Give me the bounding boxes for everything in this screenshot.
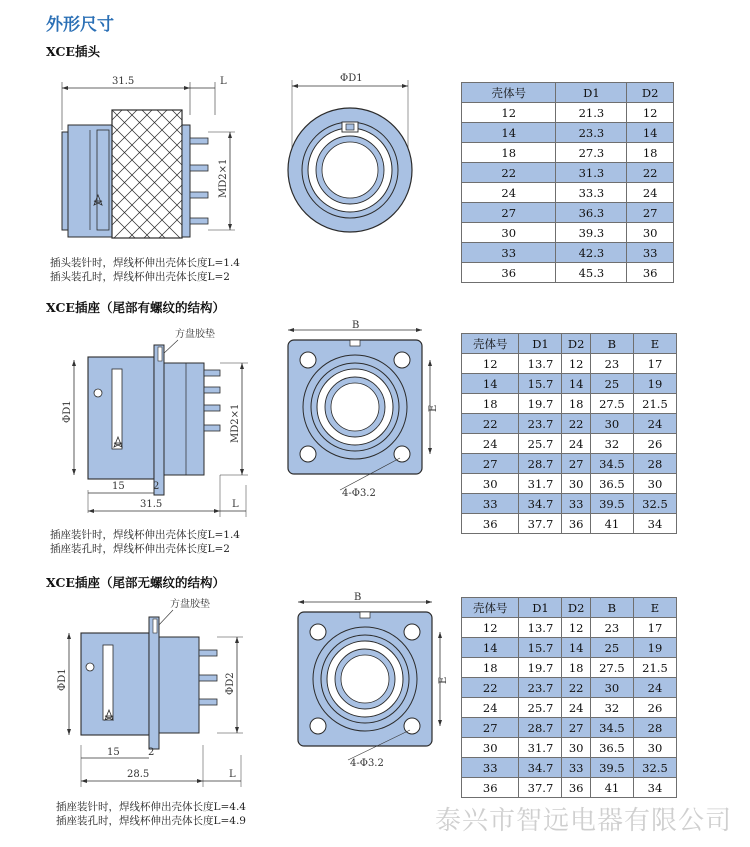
table-row: [462, 243, 674, 263]
table-header: D1: [519, 598, 562, 618]
table-cell: 33: [562, 494, 590, 514]
table-cell: 22: [627, 163, 674, 183]
table-cell: 12: [627, 103, 674, 123]
socket-threaded-md-label: MD2×1: [230, 403, 241, 443]
table-cell: 34: [633, 778, 676, 798]
table-cell: 36.5: [590, 474, 633, 494]
table-cell: 15.7: [519, 638, 562, 658]
table-row: [462, 143, 674, 163]
table-cell: 14: [462, 374, 519, 394]
table-cell: 24: [462, 183, 556, 203]
socket-plain-spec-table: [461, 597, 677, 798]
table-cell: 33: [462, 243, 556, 263]
table-row: [462, 123, 674, 143]
note-line: 插头装针时，焊线杯伸出壳体长度L=1.4: [50, 257, 240, 269]
table-cell: 28: [633, 718, 676, 738]
table-cell: 33: [562, 758, 590, 778]
section-title-plug: XCE插头: [46, 44, 100, 59]
table-cell: 33: [627, 243, 674, 263]
table-row: [462, 354, 677, 374]
table-cell: 34: [633, 514, 676, 534]
table-cell: 14: [627, 123, 674, 143]
socket-threaded-spec-table: [461, 333, 677, 534]
table-cell: 19: [633, 638, 676, 658]
table-cell: 30: [633, 474, 676, 494]
socket-plain-width-label: B: [354, 592, 362, 603]
socket-threaded-front-drawing: [280, 320, 450, 500]
table-cell: 32.5: [633, 494, 676, 514]
table-cell: 13.7: [519, 354, 562, 374]
plug-spec-table: [461, 82, 674, 283]
socket-plain-tail-label: L: [229, 769, 236, 780]
table-cell: 27.3: [556, 143, 627, 163]
socket-plain-holes-label: 4-Φ3.2: [350, 758, 384, 769]
table-cell: 37.7: [519, 778, 562, 798]
plug-front-drawing: [280, 70, 420, 250]
table-cell: 33.3: [556, 183, 627, 203]
note-line: 插座装针时，焊线杯伸出壳体长度L=1.4: [50, 529, 240, 541]
table-cell: 23: [590, 618, 633, 638]
table-row: [462, 758, 677, 778]
table-row: [462, 414, 677, 434]
table-cell: 34.5: [590, 454, 633, 474]
table-cell: 12: [462, 354, 519, 374]
table-cell: 36: [562, 778, 590, 798]
table-cell: 24: [562, 698, 590, 718]
table-row: [462, 454, 677, 474]
plug-tail-label: L: [220, 76, 227, 87]
socket-plain-side-drawing: [55, 595, 255, 793]
table-header: D1: [556, 83, 627, 103]
table-row: [462, 163, 674, 183]
table-cell: 21.3: [556, 103, 627, 123]
plug-side-drawing: [40, 70, 255, 255]
table-cell: 17: [633, 618, 676, 638]
table-header: D1: [519, 334, 562, 354]
table-cell: 30: [462, 223, 556, 243]
table-row: [462, 718, 677, 738]
socket-threaded-notes: [50, 528, 240, 556]
table-cell: 14: [562, 374, 590, 394]
table-cell: 27: [627, 203, 674, 223]
socket-plain-front-drawing: [290, 592, 460, 772]
table-header: 壳体号: [462, 83, 556, 103]
table-cell: 39.5: [590, 758, 633, 778]
note-line: 插座装孔时，焊线杯伸出壳体长度L=2: [50, 543, 230, 555]
note-line: 插座装针时，焊线杯伸出壳体长度L=4.4: [56, 801, 246, 813]
table-cell: 24: [462, 698, 519, 718]
table-cell: 39.3: [556, 223, 627, 243]
socket-plain-diameter2-label: ΦD2: [225, 672, 236, 695]
table-cell: 18: [462, 658, 519, 678]
table-cell: 25: [590, 374, 633, 394]
gasket-label: 方盘胶垫: [170, 599, 210, 610]
table-cell: 30: [562, 738, 590, 758]
table-row: [462, 263, 674, 283]
table-row: [462, 678, 677, 698]
note-line: 插座装孔时，焊线杯伸出壳体长度L=4.9: [56, 815, 246, 827]
table-cell: 27.5: [590, 658, 633, 678]
table-cell: 30: [590, 414, 633, 434]
table-cell: 28: [633, 454, 676, 474]
table-row: [462, 394, 677, 414]
table-cell: 23: [590, 354, 633, 374]
socket-plain-dim-15: 15: [107, 747, 120, 758]
table-cell: 27: [462, 454, 519, 474]
socket-threaded-width-label: B: [352, 320, 360, 331]
table-cell: 34.7: [519, 758, 562, 778]
table-cell: 14: [562, 638, 590, 658]
table-cell: 13.7: [519, 618, 562, 638]
socket-threaded-holes-label: 4-Φ3.2: [342, 488, 376, 499]
table-cell: 27.5: [590, 394, 633, 414]
table-cell: 17: [633, 354, 676, 374]
table-cell: 24: [627, 183, 674, 203]
table-cell: 36.5: [590, 738, 633, 758]
table-cell: 18: [562, 394, 590, 414]
table-cell: 22: [462, 414, 519, 434]
table-row: [462, 203, 674, 223]
table-cell: 24: [633, 678, 676, 698]
table-cell: 18: [462, 143, 556, 163]
table-cell: 33: [462, 758, 519, 778]
table-row: [462, 434, 677, 454]
table-cell: 12: [462, 618, 519, 638]
socket-plain-length-label: 28.5: [127, 769, 150, 780]
table-cell: 22: [562, 414, 590, 434]
table-cell: 22: [462, 163, 556, 183]
table-cell: 12: [562, 354, 590, 374]
table-cell: 27: [462, 718, 519, 738]
table-cell: 32: [590, 698, 633, 718]
table-cell: 36: [462, 778, 519, 798]
table-cell: 33: [462, 494, 519, 514]
plug-md-label: MD2×1: [218, 158, 229, 198]
table-cell: 30: [462, 474, 519, 494]
table-cell: 25.7: [519, 434, 562, 454]
table-cell: 30: [627, 223, 674, 243]
table-cell: 41: [590, 778, 633, 798]
table-cell: 31.7: [519, 474, 562, 494]
socket-threaded-dim-2: 2: [153, 481, 160, 492]
table-row: [462, 618, 677, 638]
table-header: B: [590, 334, 633, 354]
table-cell: 36: [462, 514, 519, 534]
table-cell: 41: [590, 514, 633, 534]
table-cell: 24: [462, 434, 519, 454]
table-cell: 39.5: [590, 494, 633, 514]
table-cell: 24: [633, 414, 676, 434]
table-header: D2: [562, 334, 590, 354]
table-cell: 27: [462, 203, 556, 223]
table-header: E: [633, 598, 676, 618]
table-cell: 18: [562, 658, 590, 678]
table-cell: 18: [462, 394, 519, 414]
socket-threaded-tail-label: L: [232, 499, 239, 510]
table-cell: 30: [462, 738, 519, 758]
table-cell: 27: [562, 454, 590, 474]
table-cell: 31.3: [556, 163, 627, 183]
table-cell: 23.7: [519, 678, 562, 698]
table-cell: 26: [633, 434, 676, 454]
table-cell: 23.7: [519, 414, 562, 434]
company-watermark: 泰兴市智远电器有限公司: [434, 806, 732, 836]
socket-threaded-length-label: 31.5: [140, 499, 163, 510]
table-row: [462, 514, 677, 534]
socket-plain-diameter-label: ΦD1: [57, 668, 68, 691]
table-cell: 12: [462, 103, 556, 123]
table-cell: 30: [590, 678, 633, 698]
table-cell: 24: [562, 434, 590, 454]
table-cell: 32: [590, 434, 633, 454]
table-cell: 32.5: [633, 758, 676, 778]
table-row: [462, 658, 677, 678]
table-header: E: [633, 334, 676, 354]
table-cell: 15.7: [519, 374, 562, 394]
socket-plain-notes: [56, 800, 246, 828]
table-cell: 21.5: [633, 394, 676, 414]
table-cell: 14: [462, 638, 519, 658]
table-cell: 12: [562, 618, 590, 638]
page-title: 外形尺寸: [46, 15, 114, 35]
socket-threaded-side-drawing: [60, 325, 260, 525]
table-cell: 22: [562, 678, 590, 698]
table-row: [462, 778, 677, 798]
table-cell: 14: [462, 123, 556, 143]
table-cell: 22: [462, 678, 519, 698]
table-cell: 45.3: [556, 263, 627, 283]
table-cell: 36.3: [556, 203, 627, 223]
section-title-socket-threaded: XCE插座（尾部有螺纹的结构）: [46, 300, 225, 315]
table-cell: 31.7: [519, 738, 562, 758]
table-header: 壳体号: [462, 598, 519, 618]
table-header: 壳体号: [462, 334, 519, 354]
table-cell: 36: [462, 263, 556, 283]
table-row: [462, 183, 674, 203]
table-row: [462, 494, 677, 514]
table-cell: 23.3: [556, 123, 627, 143]
table-cell: 18: [627, 143, 674, 163]
table-cell: 21.5: [633, 658, 676, 678]
table-cell: 30: [633, 738, 676, 758]
plug-front-diameter-label: ΦD1: [340, 73, 363, 84]
table-cell: 42.3: [556, 243, 627, 263]
table-cell: 30: [562, 474, 590, 494]
table-header: D2: [627, 83, 674, 103]
table-cell: 19.7: [519, 394, 562, 414]
table-row: [462, 474, 677, 494]
table-header: D2: [562, 598, 590, 618]
table-cell: 37.7: [519, 514, 562, 534]
table-header: B: [590, 598, 633, 618]
section-title-socket-plain: XCE插座（尾部无螺纹的结构）: [46, 575, 225, 590]
table-cell: 26: [633, 698, 676, 718]
socket-plain-dim-2: 2: [148, 747, 155, 758]
table-row: [462, 223, 674, 243]
table-cell: 19.7: [519, 658, 562, 678]
table-cell: 27: [562, 718, 590, 738]
socket-plain-height-label: E: [438, 676, 449, 684]
table-cell: 28.7: [519, 454, 562, 474]
table-row: [462, 638, 677, 658]
table-cell: 36: [627, 263, 674, 283]
note-line: 插头装孔时，焊线杯伸出壳体长度L=2: [50, 271, 230, 283]
table-cell: 34.7: [519, 494, 562, 514]
table-row: [462, 374, 677, 394]
plug-notes: [50, 256, 240, 284]
table-row: [462, 698, 677, 718]
table-cell: 28.7: [519, 718, 562, 738]
plug-length-label: 31.5: [112, 76, 135, 87]
table-cell: 19: [633, 374, 676, 394]
table-cell: 25: [590, 638, 633, 658]
table-row: [462, 738, 677, 758]
table-cell: 25.7: [519, 698, 562, 718]
table-cell: 36: [562, 514, 590, 534]
table-row: [462, 103, 674, 123]
socket-threaded-height-label: E: [428, 404, 439, 412]
socket-threaded-diameter-label: ΦD1: [62, 400, 73, 423]
table-cell: 34.5: [590, 718, 633, 738]
socket-threaded-dim-15: 15: [112, 481, 125, 492]
gasket-label: 方盘胶垫: [175, 329, 215, 340]
